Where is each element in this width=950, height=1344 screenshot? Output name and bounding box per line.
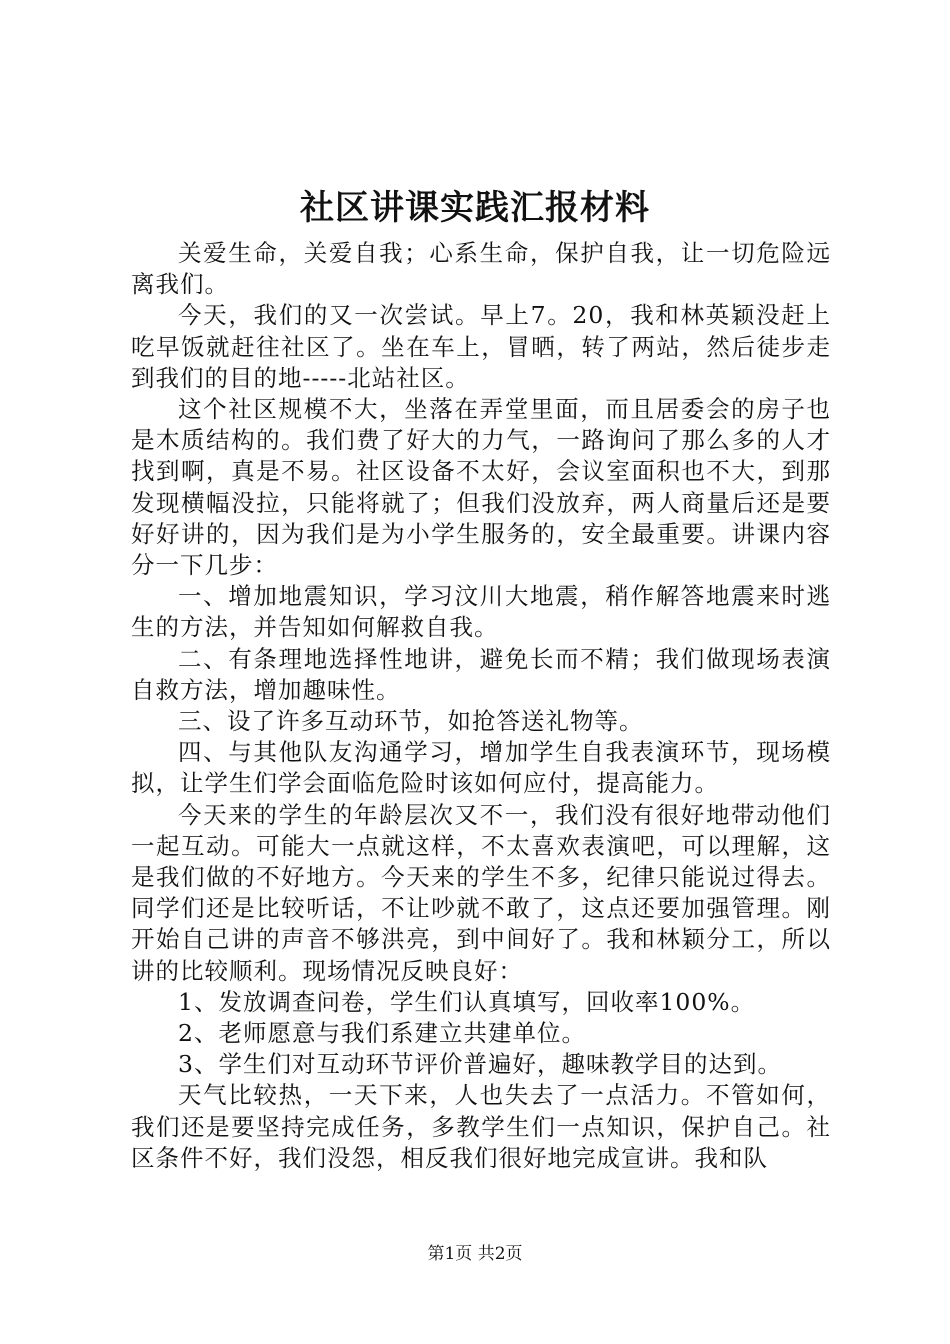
- page-number: 第1页 共2页: [427, 1244, 523, 1264]
- list-item: 二、有条理地选择性地讲，避免长而不精；我们做现场表演自救方法，增加趣味性。: [131, 644, 831, 704]
- list-item: 3、学生们对互动环节评价普遍好，趣味教学目的达到。: [178, 1050, 782, 1079]
- list-item: 四、与其他队友沟通学习，增加学生自我表演环节，现场模拟，让学生们学会面临危险时该如何应付，提高能力。: [131, 738, 831, 798]
- paragraph: 天气比较热，一天下来，人也失去了一点活力。不管如何，我们还是要坚持完成任务，多教学生们一点知识，保护自己。社区条件不好，我们没怨，相反我们很好地完成宣讲。我和队: [131, 1081, 831, 1172]
- document-title: 社区讲课实践汇报材料: [300, 188, 650, 228]
- list-item: 三、设了许多互动环节，如抢答送礼物等。: [178, 707, 644, 736]
- paragraph: 关爱生命，关爱自我；心系生命，保护自我，让一切危险远离我们。: [131, 239, 831, 299]
- list-item: 一、增加地震知识，学习汶川大地震，稍作解答地震来时逃生的方法，并告知如何解救自我。: [131, 582, 831, 642]
- list-item: 2、老师愿意与我们系建立共建单位。: [178, 1019, 586, 1048]
- paragraph: 这个社区规模不大，坐落在弄堂里面，而且居委会的房子也是木质结构的。我们费了好大的力气，一路询问了那么多的人才找到啊，真是不易。社区设备不太好，会议室面积也不大，到那发现横幅没拉，只能将就了；但我们没放弃，两人商量后还是要好好讲的，因为我们是为小学生服务的，安全最重要。讲课内容分一下几步：: [131, 395, 831, 580]
- paragraph: 今天来的学生的年龄层次又不一，我们没有很好地带动他们一起互动。可能大一点就这样，不太喜欢表演吧，可以理解，这是我们做的不好地方。今天来的学生不多，纪律只能说过得去。同学们还是比较听话，不让吵就不敢了，这点还要加强管理。刚开始自己讲的声音不够洪亮，到中间好了。我和林颖分工，所以讲的比较顺利。现场情况反映良好：: [131, 800, 831, 985]
- document-body: [131, 238, 831, 1174]
- paragraph: 今天，我们的又一次尝试。早上7。20，我和林英颖没赶上吃早饭就赶往社区了。坐在车上，冒晒，转了两站，然后徒步走到我们的目的地-----北站社区。: [131, 301, 831, 392]
- list-item: 1、发放调查问卷，学生们认真填写，回收率100%。: [178, 987, 756, 1016]
